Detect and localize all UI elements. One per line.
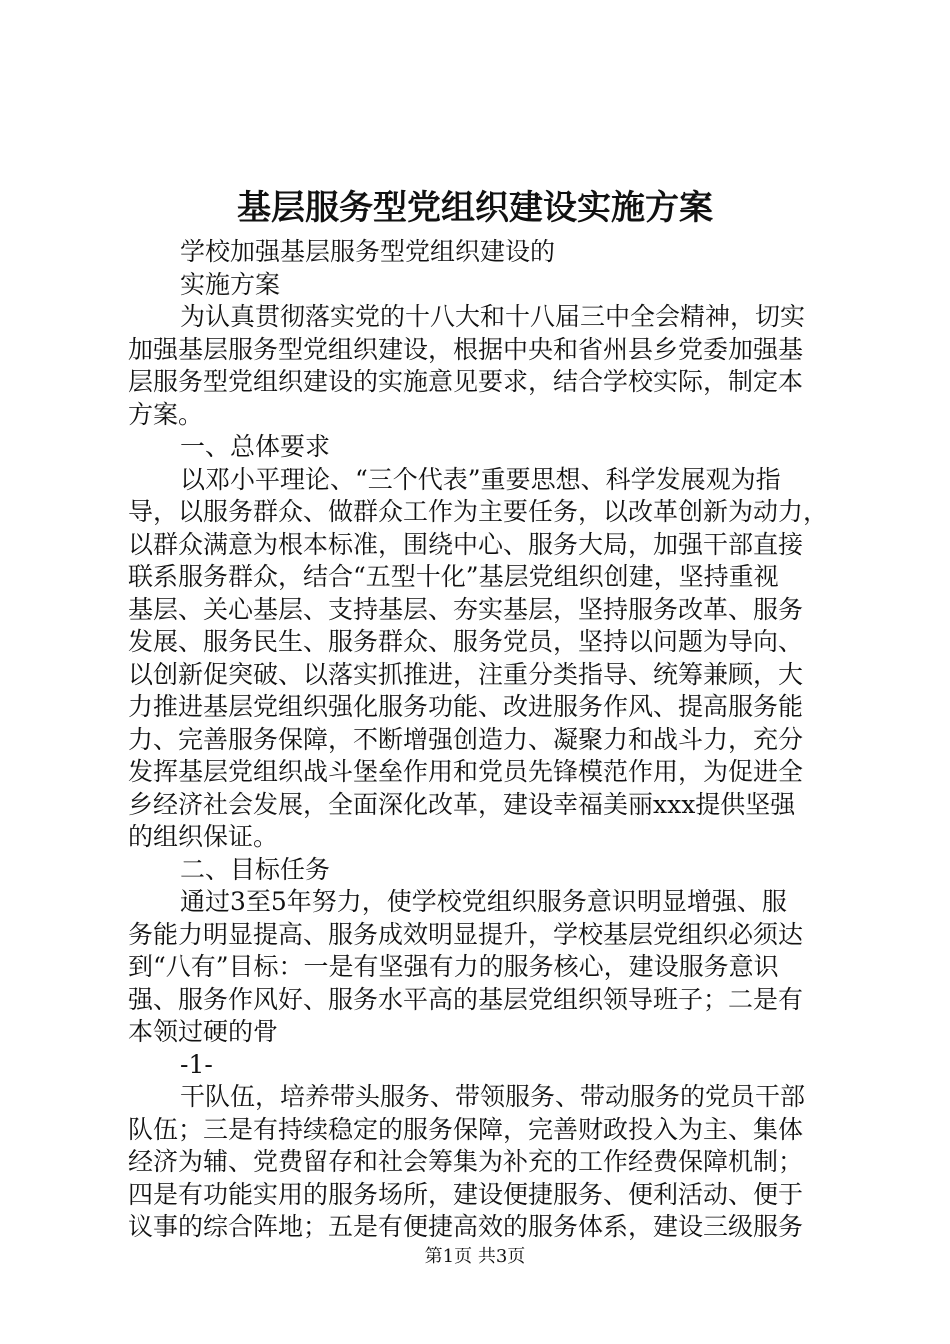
body-line: 基层、关心基层、支持基层、夯实基层，坚持服务改革、服务: [128, 594, 804, 624]
body-line: 方案。: [128, 399, 204, 429]
document-body: [128, 236, 828, 1244]
page-footer: 第1页 共3页: [424, 1246, 526, 1267]
body-line: 以创新促突破、以落实抓推进，注重分类指导、统筹兼顾，大: [128, 659, 804, 689]
body-line: 经济为辅、党费留存和社会筹集为补充的工作经费保障机制；: [128, 1147, 804, 1176]
body-line: 以群众满意为根本标准，围绕中心、服务大局，加强干部直接: [128, 529, 804, 559]
body-line: 力、完善服务保障，不断增强创造力、凝聚力和战斗力，充分: [128, 724, 804, 754]
body-line: 层服务型党组织建设的实施意见要求，结合学校实际，制定本: [128, 367, 804, 396]
body-line: 加强基层服务型党组织建设，根据中央和省州县乡党委加强基: [128, 334, 804, 364]
section-heading: 二、目标任务: [180, 854, 331, 884]
body-line: 导，以服务群众、做群众工作为主要任务，以改革创新为动力，: [128, 497, 828, 526]
body-line: 务能力明显提高、服务成效明显提升，学校基层党组织必须达: [128, 919, 804, 949]
body-line: 以邓小平理论、“三个代表”重要思想、科学发展观为指: [180, 464, 781, 494]
body-line: 发挥基层党组织战斗堡垒作用和党员先锋模范作用，为促进全: [128, 757, 804, 786]
body-line: 到“八有”目标：一是有坚强有力的服务核心，建设服务意识: [128, 952, 779, 981]
body-line: 议事的综合阵地；五是有便捷高效的服务体系，建设三级服务: [128, 1212, 804, 1241]
section-heading: 一、总体要求: [180, 432, 331, 461]
body-line: 实施方案: [180, 269, 281, 299]
body-line: 队伍；三是有持续稳定的服务保障，完善财政投入为主、集体: [128, 1114, 804, 1144]
body-line: 学校加强基层服务型党组织建设的: [180, 237, 556, 266]
body-line: 乡经济社会发展，全面深化改革，建设幸福美丽xxx提供坚强: [128, 789, 796, 819]
body-line: 为认真贯彻落实党的十八大和十八届三中全会精神，切实: [180, 302, 806, 331]
body-line: 本领过硬的骨: [128, 1017, 279, 1046]
body-line: 联系服务群众，结合“五型十化”基层党组织创建，坚持重视: [128, 562, 779, 591]
body-line: 四是有功能实用的服务场所，建设便捷服务、便利活动、便于: [128, 1179, 804, 1209]
body-line: 的组织保证。: [128, 822, 279, 851]
body-line: 干队伍，培养带头服务、带领服务、带动服务的党员干部: [180, 1082, 806, 1111]
body-line: 通过3至5年努力，使学校党组织服务意识明显增强、服: [180, 887, 787, 916]
body-line: 力推进基层党组织强化服务功能、改进服务作风、提高服务能: [128, 692, 804, 721]
inline-page-marker: -1-: [180, 1049, 213, 1079]
document-title: 基层服务型党组织建设实施方案: [237, 188, 713, 228]
body-line: 强、服务作风好、服务水平高的基层党组织领导班子；二是有: [128, 984, 804, 1014]
body-line: 发展、服务民生、服务群众、服务党员，坚持以问题为导向、: [128, 627, 804, 656]
